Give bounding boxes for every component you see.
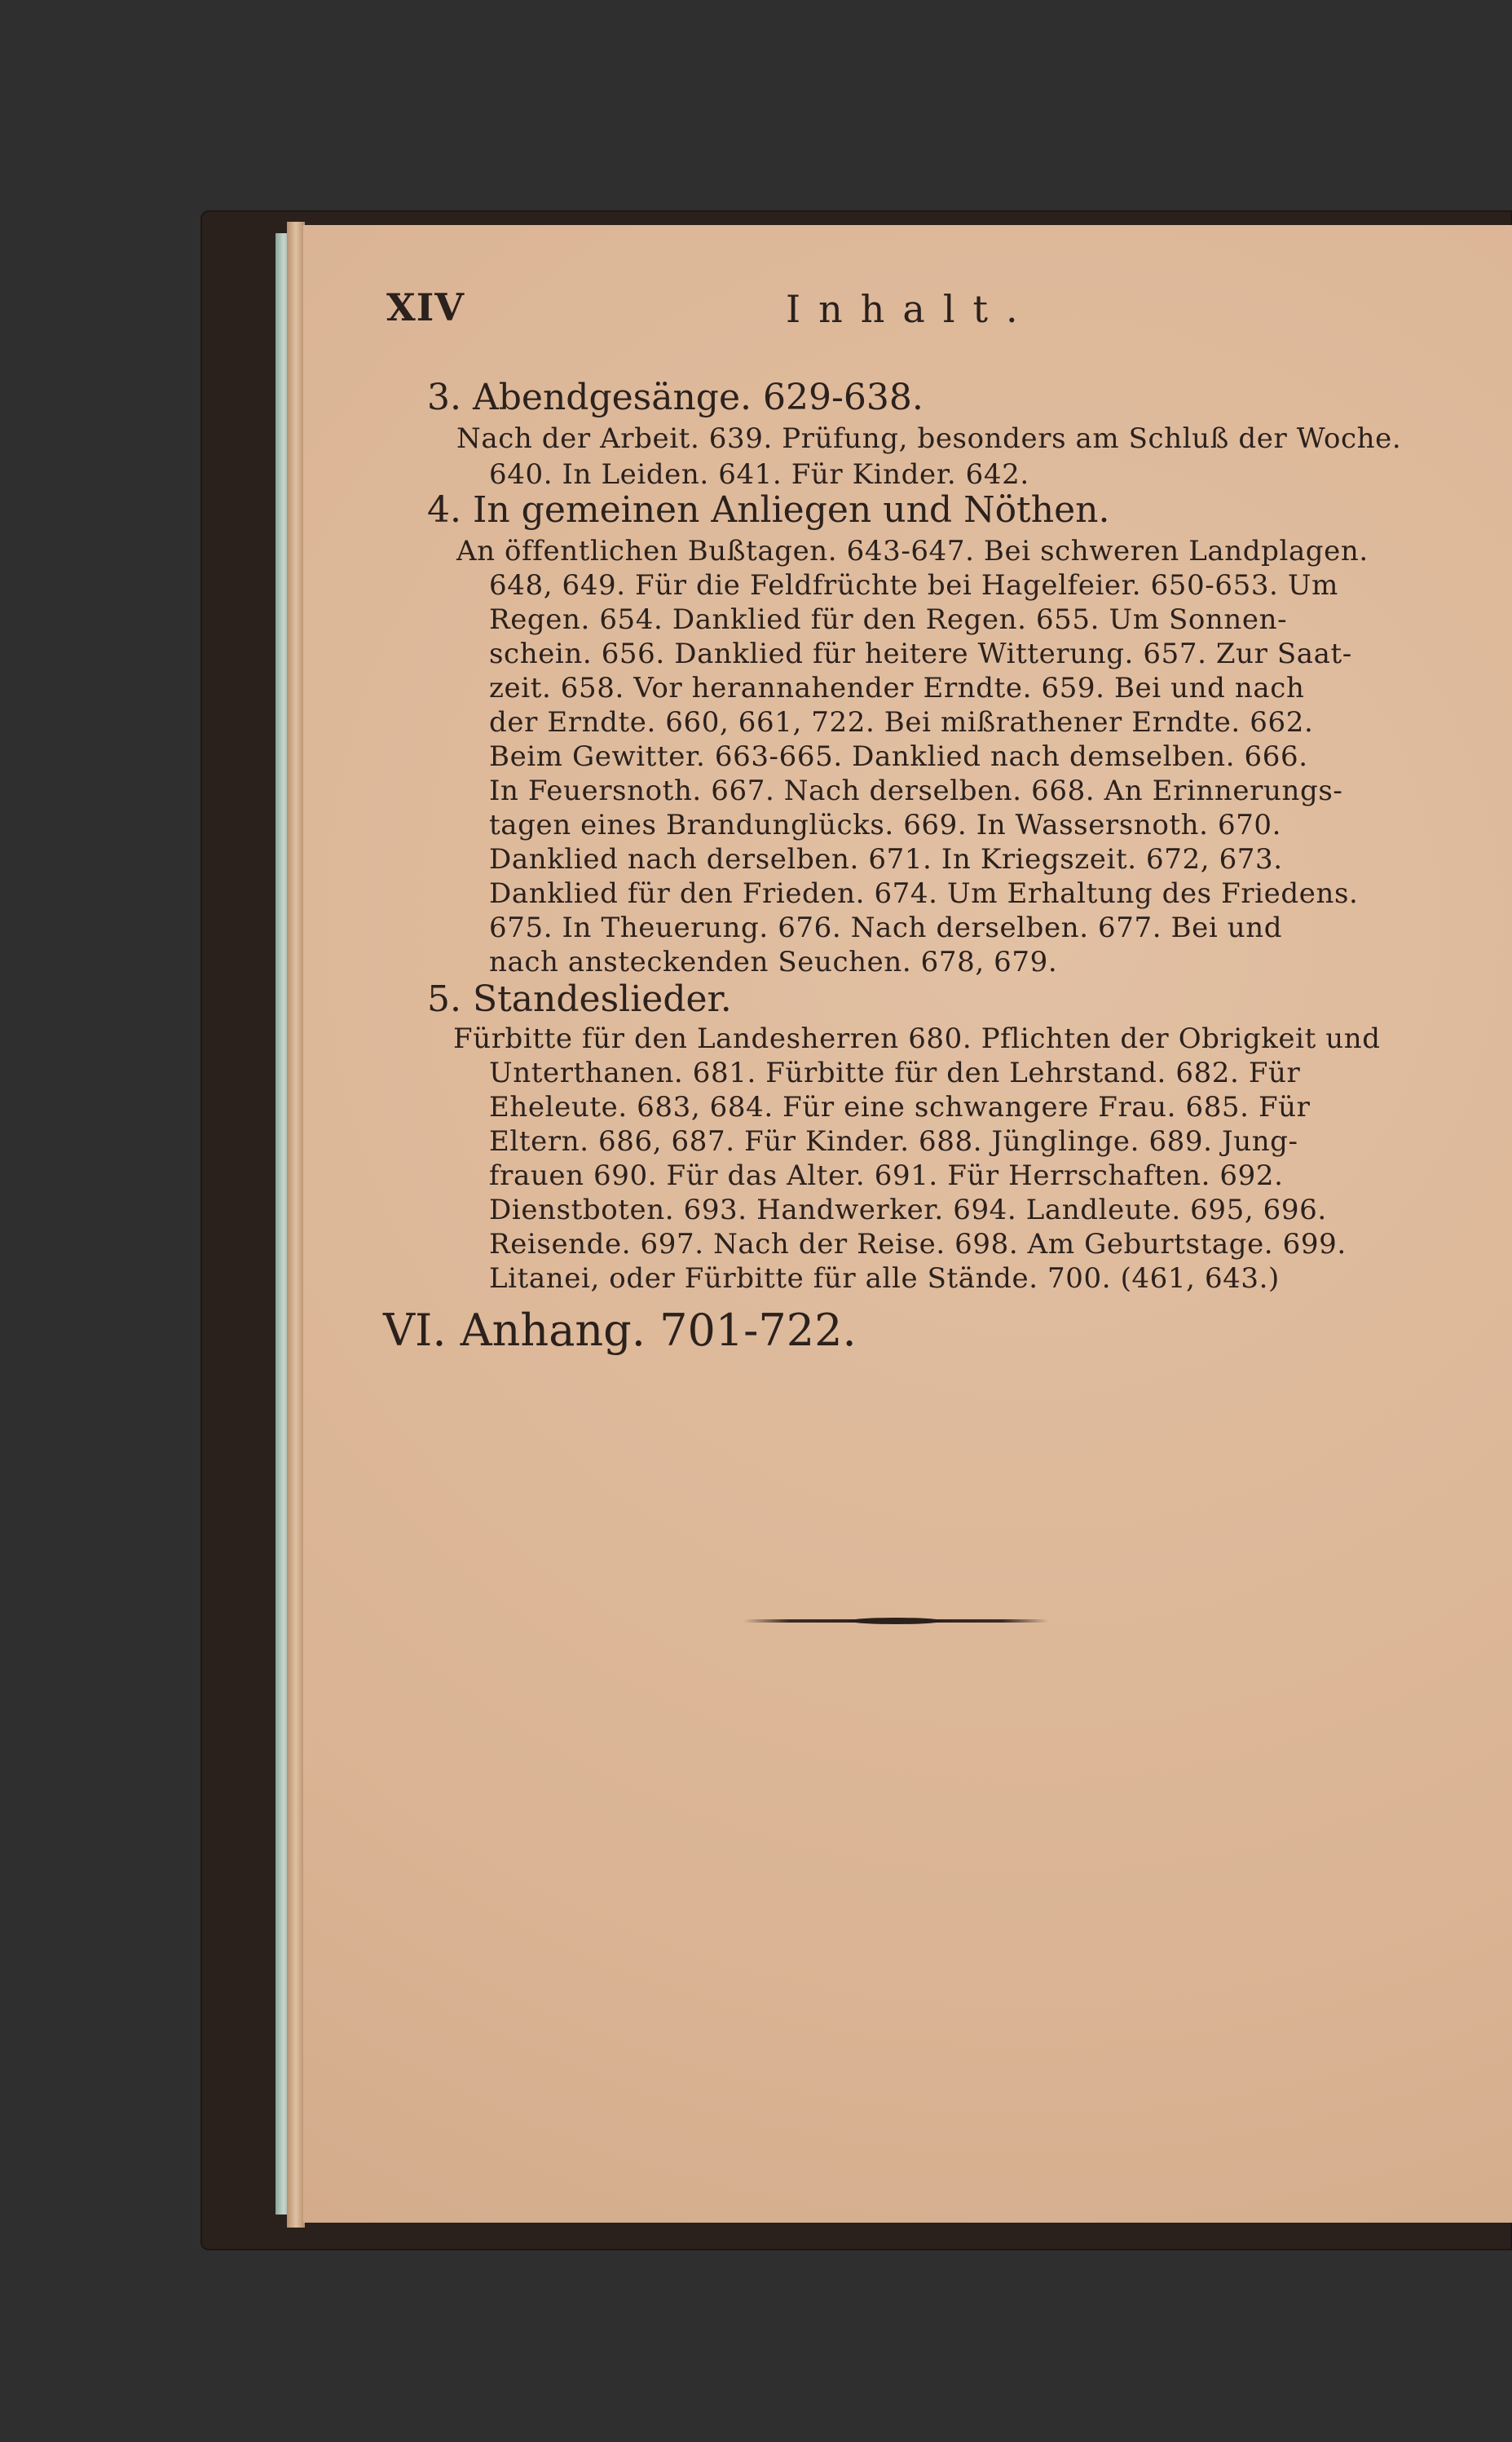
section-heading: 4. In gemeinen Anliegen und Nöthen. (427, 489, 1110, 531)
entry-line: Unterthanen. 681. Fürbitte für den Lehrstand. 682. Für (489, 1057, 1301, 1089)
entry-line: Regen. 654. Danklied für den Regen. 655. Um Sonnen- (489, 603, 1288, 636)
entry-line: Danklied nach derselben. 671. In Kriegszeit. 672, 673. (489, 843, 1283, 876)
entry-line: tagen eines Brandunglücks. 669. In Wassersnoth. 670. (489, 809, 1282, 841)
entry-line: Fürbitte für den Landesherren 680. Pflichten der Obrigkeit und (453, 1022, 1381, 1055)
entry-line: Litanei, oder Fürbitte für alle Stände. 700. (461, 643.) (489, 1262, 1280, 1295)
section-heading: 3. Abendgesänge. 629-638. (427, 377, 924, 418)
entry-line: 675. In Theuerung. 676. Nach derselben. 677. Bei und (489, 912, 1283, 944)
entry-line: schein. 656. Danklied für heitere Witterung. 657. Zur Saat- (489, 638, 1352, 670)
page-number: XIV (386, 285, 465, 329)
entry-line: Eheleute. 683, 684. Für eine schwangere Frau. 685. Für (489, 1091, 1311, 1124)
section-heading-major: VI. Anhang. 701-722. (383, 1305, 857, 1356)
section-heading: 5. Standeslieder. (427, 978, 732, 1020)
entry-line: nach ansteckenden Seuchen. 678, 679. (489, 946, 1058, 978)
entry-line: Eltern. 686, 687. Für Kinder. 688. Jünglinge. 689. Jung- (489, 1125, 1298, 1158)
entry-line: frauen 690. Für das Alter. 691. Für Herrschaften. 692. (489, 1159, 1284, 1192)
entry-line: Reisende. 697. Nach der Reise. 698. Am Geburtstage. 699. (489, 1228, 1347, 1261)
entry-line: 648, 649. Für die Feldfrüchte bei Hagelfeier. 650-653. Um (489, 569, 1338, 602)
ornamental-rule (743, 1619, 1048, 1623)
entry-line: Nach der Arbeit. 639. Prüfung, besonders am Schluß der Woche. (456, 422, 1402, 455)
entry-line: 640. In Leiden. 641. Für Kinder. 642. (489, 458, 1029, 491)
page-edge (287, 222, 305, 2228)
entry-line: Beim Gewitter. 663-665. Danklied nach demselben. 666. (489, 740, 1308, 773)
entry-line: Danklied für den Frieden. 674. Um Erhaltung des Friedens. (489, 877, 1359, 910)
entry-line: Dienstboten. 693. Handwerker. 694. Landleute. 695, 696. (489, 1194, 1327, 1226)
entry-line: der Erndte. 660, 661, 722. Bei mißrathener Erndte. 662. (489, 706, 1314, 739)
entry-line: In Feuersnoth. 667. Nach derselben. 668. An Erinnerungs- (489, 775, 1343, 807)
entry-line: An öffentlichen Bußtagen. 643-647. Bei schweren Landplagen. (456, 535, 1369, 567)
page-title: Inhalt. (786, 287, 1036, 331)
entry-line: zeit. 658. Vor herannahender Erndte. 659. Bei und nach (489, 672, 1305, 704)
